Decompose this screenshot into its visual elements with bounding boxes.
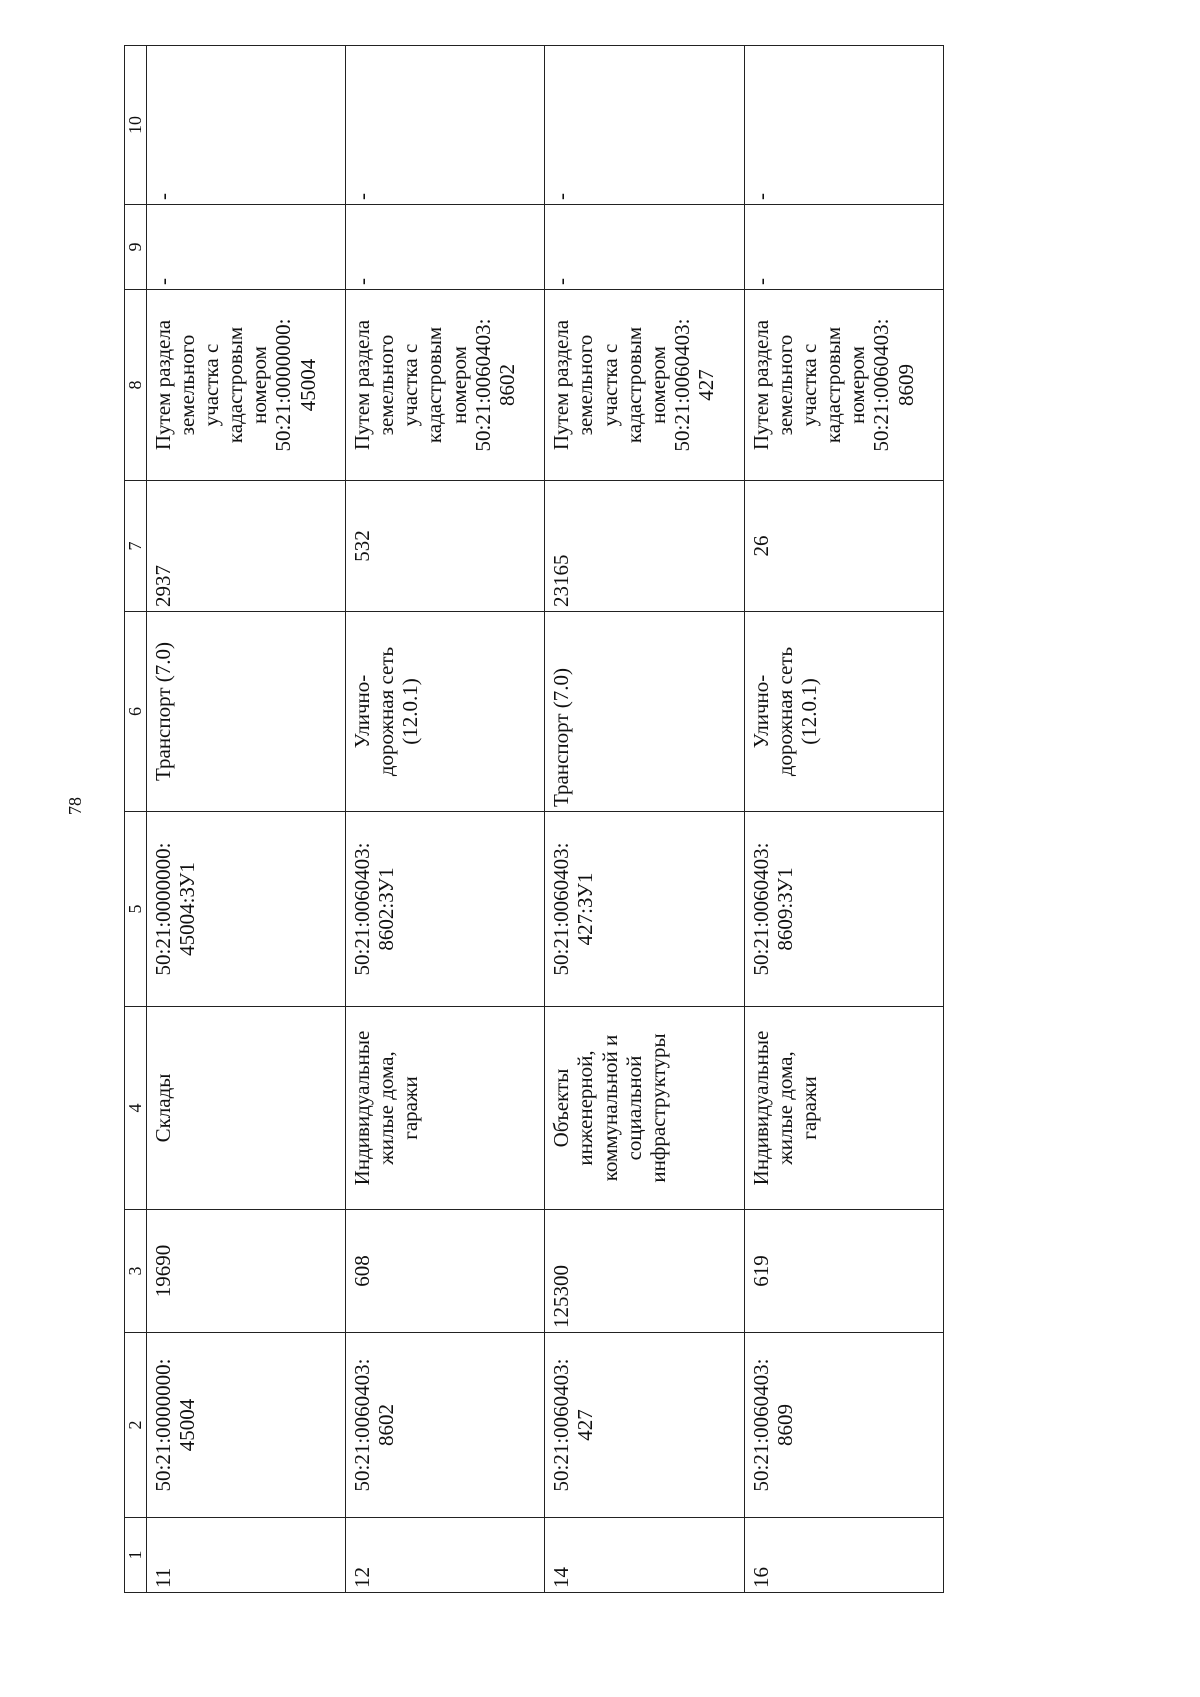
new-area-cell: 26 [744,481,943,612]
column-header: 7 [125,481,147,612]
column-header: 4 [125,1007,147,1210]
row-number-cell: 12 [346,1518,545,1593]
new-area-cell: 23165 [545,481,744,612]
formation-method-cell: Путем раздела земельного участка с кадастровым номером 50:21:0060403: 427 [545,290,744,481]
column-10-cell: - [545,46,744,205]
source-area-cell: 125300 [545,1210,744,1333]
column-header: 1 [125,1518,147,1593]
rotated-table-container [124,46,944,1593]
source-use-cell: Объекты инженерной, коммунальной и социальной инфраструктуры [545,1007,744,1210]
permitted-use-cell: Транспорт (7.0) [146,612,345,812]
column-header: 8 [125,290,147,481]
column-header: 3 [125,1210,147,1333]
source-cadastral-number-cell: 50:21:0060403: 8602 [346,1333,545,1518]
row-number-cell: 11 [146,1518,345,1593]
source-area-cell: 19690 [146,1210,345,1333]
table-row [146,46,345,1593]
source-cadastral-number-cell: 50:21:0000000: 45004 [146,1333,345,1518]
column-10-cell: - [346,46,545,205]
new-parcel-designation-cell: 50:21:0060403: 8609:ЗУ1 [744,812,943,1007]
formation-method-cell: Путем раздела земельного участка с кадастровым номером 50:21:0060403: 8602 [346,290,545,481]
permitted-use-cell: Улично- дорожная сеть (12.0.1) [744,612,943,812]
table-row [346,46,545,1593]
column-9-cell: - [545,205,744,290]
column-9-cell: - [146,205,345,290]
new-parcel-designation-cell: 50:21:0060403: 427:ЗУ1 [545,812,744,1007]
column-header: 5 [125,812,147,1007]
permitted-use-cell: Улично- дорожная сеть (12.0.1) [346,612,545,812]
column-9-cell: - [744,205,943,290]
column-10-cell: - [146,46,345,205]
column-header: 6 [125,612,147,812]
source-use-cell: Индивидуальные жилые дома, гаражи [744,1007,943,1210]
new-area-cell: 532 [346,481,545,612]
column-number-row [125,46,147,1593]
table-row [545,46,744,1593]
source-cadastral-number-cell: 50:21:0060403: 8609 [744,1333,943,1518]
row-number-cell: 14 [545,1518,744,1593]
column-header: 10 [125,46,147,205]
source-area-cell: 619 [744,1210,943,1333]
source-use-cell: Индивидуальные жилые дома, гаражи [346,1007,545,1210]
column-9-cell: - [346,205,545,290]
source-area-cell: 608 [346,1210,545,1333]
new-area-cell: 2937 [146,481,345,612]
table-row [744,46,943,1593]
column-header: 2 [125,1333,147,1518]
formation-method-cell: Путем раздела земельного участка с кадастровым номером 50:21:0000000: 45004 [146,290,345,481]
source-use-cell: Склады [146,1007,345,1210]
permitted-use-cell: Транспорт (7.0) [545,612,744,812]
column-10-cell: - [744,46,943,205]
new-parcel-designation-cell: 50:21:0000000: 45004:ЗУ1 [146,812,345,1007]
new-parcel-designation-cell: 50:21:0060403: 8602:ЗУ1 [346,812,545,1007]
column-header: 9 [125,205,147,290]
formation-method-cell: Путем раздела земельного участка с кадастровым номером 50:21:0060403: 8609 [744,290,943,481]
row-number-cell: 16 [744,1518,943,1593]
source-cadastral-number-cell: 50:21:0060403: 427 [545,1333,744,1518]
page-number: 78 [65,797,85,815]
land-parcel-table [124,45,944,1593]
